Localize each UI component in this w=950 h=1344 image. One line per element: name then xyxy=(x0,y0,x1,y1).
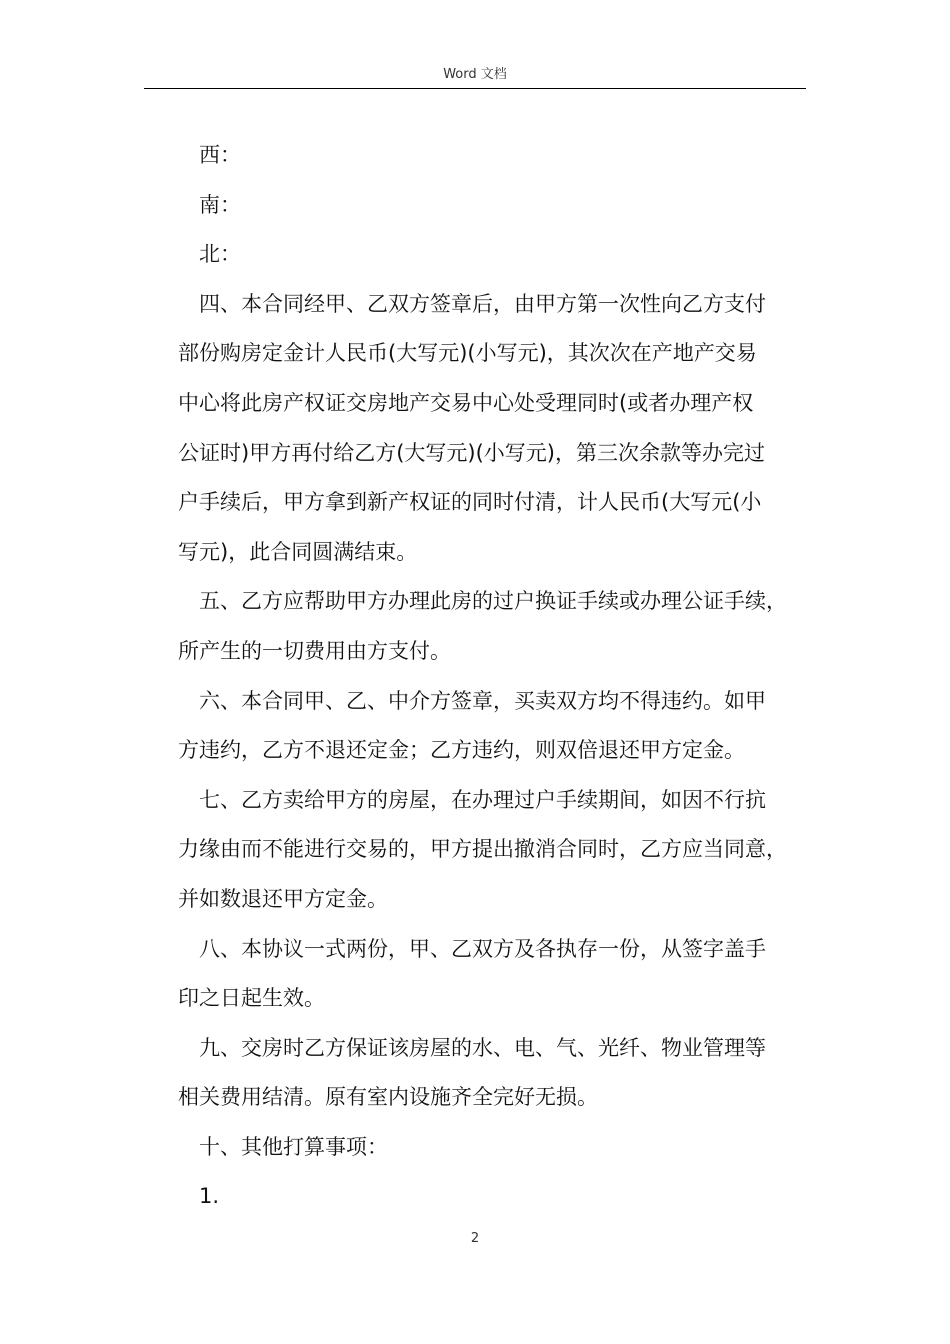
text-line: 七、乙方卖给甲方的房屋，在办理过户手续期间，如因不行抗 xyxy=(199,787,766,812)
text-line: 八、本协议一式两份，甲、乙双方及各执存一份，从签字盖手 xyxy=(199,936,766,961)
text-line: 部份购房定金计人民币(大写元)(小写元)，其次次在产地产交易 xyxy=(178,341,757,366)
text-line: 四、本合同经甲、乙双方签章后，由甲方第一次性向乙方支付 xyxy=(199,291,766,316)
text-line: 力缘由而不能进行交易的，甲方提出撤消合同时，乙方应当同意， xyxy=(178,837,787,862)
page-header: Word 文档 xyxy=(443,67,507,82)
text-line: 十、其他打算事项： xyxy=(199,1134,388,1159)
text-line: 九、交房时乙方保证该房屋的水、电、气、光纤、物业管理等 xyxy=(199,1035,766,1060)
text-line: 印之日起生效。 xyxy=(178,986,325,1011)
text-line: 所产生的一切费用由方支付。 xyxy=(178,638,451,663)
header-divider xyxy=(144,88,806,89)
text-line: 公证时)甲方再付给乙方(大写元)(小写元)，第三次余款等办完过 xyxy=(178,440,765,465)
text-line: 北： xyxy=(199,242,241,267)
text-line: 并如数退还甲方定金。 xyxy=(178,886,388,911)
text-line: 西： xyxy=(199,143,241,167)
page-number: 2 xyxy=(470,1231,480,1246)
text-line: 南： xyxy=(199,192,241,217)
text-line: 五、乙方应帮助甲方办理此房的过户换证手续或办理公证手续， xyxy=(199,589,787,614)
text-line: 相关费用结清。原有室内设施齐全完好无损。 xyxy=(178,1085,598,1110)
text-line: 方违约，乙方不退还定金；乙方违约，则双倍退还甲方定金。 xyxy=(178,738,745,763)
text-line: 写元)，此合同圆满结束。 xyxy=(178,539,418,564)
text-line: 中心将此房产权证交房地产交易中心处受理同时(或者办理产权 xyxy=(178,390,754,415)
document-body xyxy=(178,131,818,1222)
text-line: 六、本合同甲、乙、中介方签章，买卖双方均不得违约。如甲 xyxy=(199,688,766,713)
text-line: 户手续后，甲方拿到新产权证的同时付清，计人民币(大写元(小 xyxy=(178,490,762,515)
text-line: 1. xyxy=(199,1184,220,1209)
